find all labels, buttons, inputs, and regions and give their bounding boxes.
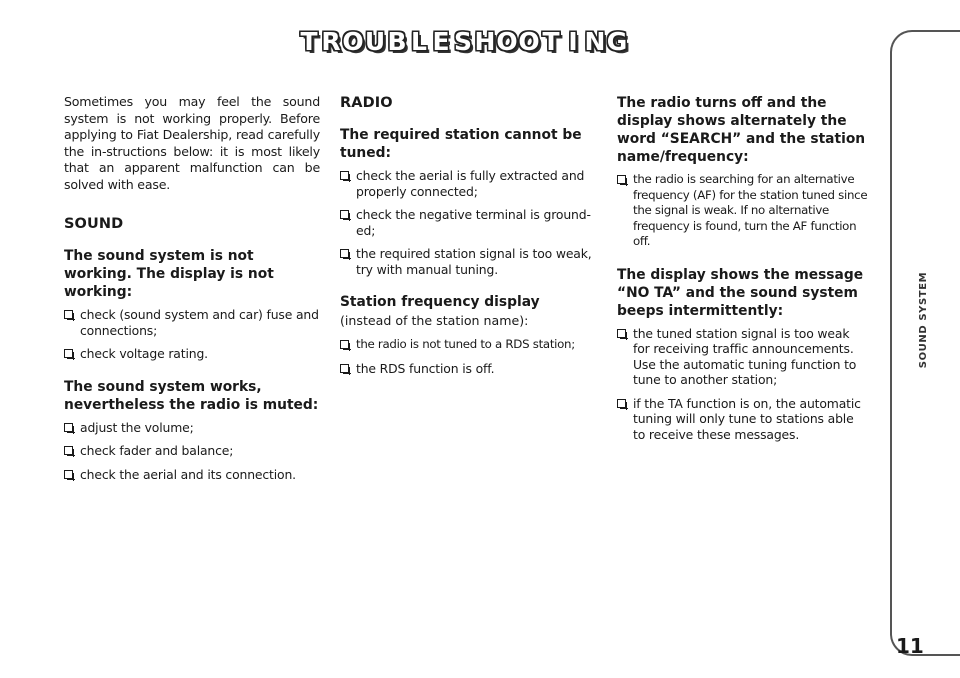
title-letter: T xyxy=(542,26,560,56)
page-title xyxy=(300,24,640,58)
checklist-item xyxy=(617,396,869,443)
title-letter: R xyxy=(321,26,341,56)
title-letter: T xyxy=(300,26,318,56)
title-letter: B xyxy=(387,26,407,56)
intro-paragraph: Sometimes you may feel the sound system is not working properly. Before applying to Fiat Dealership, read carefully the in-structions below: it is most likely that an apparent malfunction can be solved with ease. xyxy=(64,94,320,192)
column-sound xyxy=(64,94,320,490)
checklist-item xyxy=(64,467,320,483)
checklist-item-text: the required station signal is too weak, try with manual tuning. xyxy=(356,246,592,277)
title-letter: H xyxy=(474,26,496,56)
checklist-item xyxy=(64,307,320,338)
checkbox-icon xyxy=(340,249,349,258)
column-radio xyxy=(340,94,596,384)
checklist-item xyxy=(340,361,596,377)
checklist-item-text: check the aerial is fully extracted and properly connected; xyxy=(356,168,585,199)
section-heading-sound: SOUND xyxy=(64,216,124,232)
checklist-item-text: check fader and balance; xyxy=(80,443,234,458)
title-letter: L xyxy=(411,26,427,56)
checklist-item xyxy=(64,443,320,459)
checkbox-icon xyxy=(64,349,73,358)
checklist-item xyxy=(617,172,869,250)
checkbox-icon xyxy=(617,329,626,338)
issue-subheading: (instead of the station name): xyxy=(340,313,529,328)
checklist-item xyxy=(64,346,320,362)
checklist-item xyxy=(340,337,596,353)
checklist-item-text: adjust the volume; xyxy=(80,419,194,435)
title-letter: S xyxy=(454,26,473,56)
title-letter: O xyxy=(518,26,540,56)
checklist-item xyxy=(64,420,320,436)
checklist-item xyxy=(617,326,869,388)
issue-heading: The display shows the message “NO TA” and the sound system beeps intermittently: xyxy=(617,266,864,319)
title-letter: O xyxy=(342,26,364,56)
title-letter: E xyxy=(432,26,450,56)
checklist-item-text: the radio is not tuned to a RDS station; xyxy=(356,337,575,351)
issue-heading: The radio turns off and the display shows alternately the word “SEARCH” and the station name/frequency: xyxy=(617,95,866,165)
issue-heading: Station frequency display xyxy=(340,294,540,310)
checkbox-icon xyxy=(64,423,73,432)
checklist-item-text: if the TA function is on, the automatic tuning will only tune to stations able to receive these messages. xyxy=(633,395,861,442)
checklist-item-text: check the negative terminal is ground-ed; xyxy=(356,207,591,238)
checkbox-icon xyxy=(64,446,73,455)
checklist-item-text: the tuned station signal is too weak for receiving traffic announcements. Use the automatic tuning function to tune to another station; xyxy=(633,325,857,387)
checkbox-icon xyxy=(617,399,626,408)
checklist-item-text: check voltage rating. xyxy=(80,346,208,361)
checkbox-icon xyxy=(340,340,349,349)
checklist-item-text: the radio is searching for an alternative frequency (AF) for the station tuned since the signal is weak. If no alternative frequency is found, turn the AF function off. xyxy=(633,172,868,248)
checkbox-icon xyxy=(617,175,626,184)
title-letter: O xyxy=(496,26,518,56)
checkbox-icon xyxy=(340,364,349,373)
title-letter: I xyxy=(568,26,578,56)
issue-heading: The required station cannot be tuned: xyxy=(340,127,582,161)
checkbox-icon xyxy=(340,171,349,180)
chapter-label: SOUND SYSTEM xyxy=(918,271,929,369)
checklist-item xyxy=(340,168,596,199)
section-heading-radio: RADIO xyxy=(340,95,393,111)
title-letter: U xyxy=(364,26,386,56)
title-letter: G xyxy=(606,26,628,56)
checkbox-icon xyxy=(340,210,349,219)
title-letter: N xyxy=(584,26,606,56)
issue-heading: The sound system works, nevertheless the radio is muted: xyxy=(64,378,319,413)
checkbox-icon xyxy=(64,310,73,319)
checklist-item xyxy=(340,246,596,277)
page-number: 11 xyxy=(896,634,924,658)
checklist-item-text: the RDS function is off. xyxy=(356,360,495,376)
checklist-item-text: check (sound system and car) fuse and connections; xyxy=(80,307,319,338)
checklist-item-text: check the aerial and its connection. xyxy=(80,466,296,482)
checklist-item xyxy=(340,207,596,238)
column-radio-continued xyxy=(617,94,869,450)
checkbox-icon xyxy=(64,470,73,479)
issue-heading: The sound system is not working. The display is not working: xyxy=(64,248,274,300)
